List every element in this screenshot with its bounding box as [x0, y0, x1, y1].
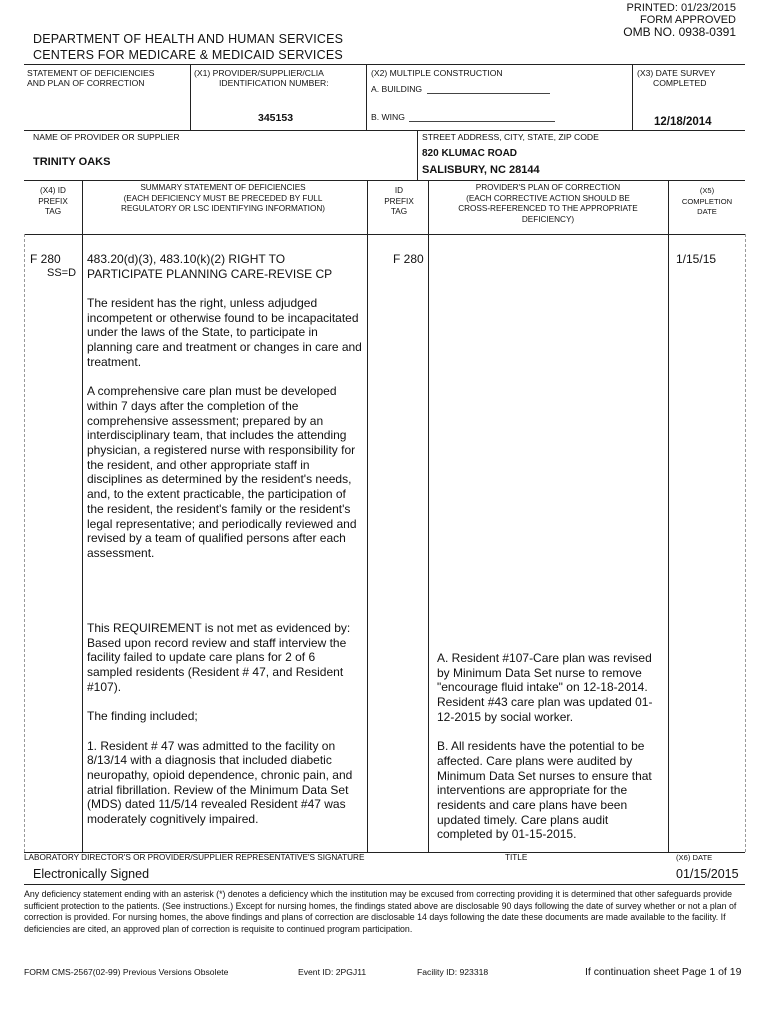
rule [24, 234, 25, 852]
finding-text [87, 621, 363, 827]
x4-header-line: PREFIX [38, 196, 68, 206]
page-indicator: If continuation sheet Page 1 of 19 [585, 966, 742, 978]
rule [417, 130, 418, 180]
date-label: (X6) DATE [676, 853, 713, 862]
rule [668, 180, 669, 852]
rule [428, 180, 429, 852]
paragraph: A. Resident #107-Care plan was revised by Minimum Data Set nurse to remove "encourage fluid intake" on 12-18-2014. Resident #43 care plan was updated 01-12-2015 by social worker. [437, 651, 653, 724]
form-approved: FORM APPROVED [640, 14, 736, 26]
summary-header-line: SUMMARY STATEMENT OF DEFICIENCIES [140, 183, 306, 192]
deficiency-text [87, 296, 363, 575]
rule [24, 180, 745, 181]
plan-header-line: PROVIDER'S PLAN OF CORRECTION [475, 183, 621, 192]
paragraph: The resident has the right, unless adjudged incompetent or otherwise found to be incapacitated under the laws of the State, to participate in planning care and treatment or changes in care and treatment. [87, 296, 362, 369]
provider-name-label: NAME OF PROVIDER OR SUPPLIER [33, 132, 180, 142]
rule [632, 64, 633, 130]
plan-header-line: DEFICIENCY) [521, 214, 575, 224]
x1-label: (X1) PROVIDER/SUPPLIER/CLIA [194, 68, 324, 78]
x1-label: IDENTIFICATION NUMBER: [219, 78, 329, 88]
city-state-zip: SALISBURY, NC 28144 [422, 164, 540, 176]
paragraph: Based upon record review and staff interview the facility failed to update care plans for 2 of 6 sampled residents (Resident # 47, and Resident #107). [87, 635, 347, 694]
x3-label: COMPLETED [653, 78, 707, 88]
deficiency-tag: F 280 [30, 252, 61, 266]
rule [24, 234, 745, 235]
street-address: 820 KLUMAC ROAD [422, 148, 518, 159]
rule [24, 884, 745, 885]
rule [24, 130, 745, 131]
provider-number: 345153 [258, 112, 294, 124]
facility-id: Facility ID: 923318 [417, 967, 489, 977]
x4-header-line: TAG [44, 207, 62, 216]
event-id: Event ID: 2PGJ11 [298, 967, 367, 977]
title-label: TITLE [505, 853, 528, 862]
x5-header [672, 186, 742, 218]
summary-header-line: REGULATORY OR LSC IDENTIFYING INFORMATION) [121, 204, 325, 213]
signature-value: Electronically Signed [33, 867, 150, 881]
x4-header-line: (X4) ID [40, 186, 66, 195]
survey-date: 12/18/2014 [654, 116, 712, 128]
completion-date: 1/15/15 [676, 252, 717, 266]
id-header-line: PREFIX [384, 196, 414, 206]
x4-header [24, 186, 82, 218]
paragraph: 1. Resident # 47 was admitted to the facility on 8/13/14 with a diagnosis that included diabetic neuropathy, opioid dependence, chronic pain, and atrial fibrillation. Review of the Minimum Data Set (MDS) dated 11/5/14 revealed Resident #47 was moderately cognitively impaired. [87, 738, 353, 827]
summary-header [82, 183, 364, 215]
provider-name: TRINITY OAKS [33, 156, 111, 168]
signature-label: LABORATORY DIRECTOR'S OR PROVIDER/SUPPLIER REPRESENTATIVE'S SIGNATURE [24, 853, 365, 862]
signature-date: 01/15/2015 [676, 867, 739, 881]
x5-header-line: DATE [697, 207, 717, 216]
summary-header-line: (EACH DEFICIENCY MUST BE PRECEDED BY FULL [123, 193, 323, 203]
paragraph: This REQUIREMENT is not met as evidenced by: [87, 621, 351, 635]
statement-label: STATEMENT OF DEFICIENCIES [27, 68, 155, 78]
address-label: STREET ADDRESS, CITY, STATE, ZIP CODE [422, 132, 599, 142]
rule [190, 64, 191, 130]
plan-header [430, 183, 666, 225]
department-title: DEPARTMENT OF HEALTH AND HUMAN SERVICES [33, 32, 344, 46]
building-line [427, 93, 550, 94]
printed-date: PRINTED: 01/23/2015 [626, 2, 736, 14]
plan-header-line: CROSS-REFERENCED TO THE APPROPRIATE [458, 204, 638, 213]
rule [24, 64, 745, 65]
rule [82, 180, 83, 852]
rule [745, 234, 746, 852]
deficiency-title: PARTICIPATE PLANNING CARE-REVISE CP [87, 267, 333, 281]
rule [367, 180, 368, 852]
x5-header-line: (X5) [699, 186, 715, 195]
paragraph: A comprehensive care plan must be developed within 7 days after the completion of the comprehensive assessment; prepared by an interdisciplinary team, that includes the attending physician, a registered nurse with responsibility for the resident, and other appropriate staff in disciplines as determined by the resident's needs, and, to the extent practicable, the participation of the resident, the resident's family or the resident's legal representative; and periodically reviewed and revised by a team of qualified persons after each assessment. [87, 384, 357, 560]
plan-header-line: (EACH CORRECTIVE ACTION SHOULD BE [466, 193, 630, 203]
paragraph: The finding included; [87, 709, 198, 724]
wing-line [409, 121, 555, 122]
id-header-line: TAG [390, 207, 408, 216]
disclaimer: Any deficiency statement ending with an asterisk (*) denotes a deficiency which the institution may be excused from correcting providing it is determined that other safeguards provide sufficient protection to the patients. (See instructions.) Except for nursing homes, the findings stated above are disclosable 90 days following the date of survey whether or not a plan of correction is provided. For nursing homes, the above findings and plans of correction are disclosable 14 days following the date these documents are made available to the facility. If deficiencies are cited, an approved plan of correction is requisite to continued program participation. [24, 889, 737, 934]
plan-text [437, 651, 663, 842]
wing-label: B. WING [371, 112, 405, 122]
plan-tag: F 280 [393, 252, 424, 266]
paragraph: B. All residents have the potential to be affected. Care plans were audited by Minimum Data Set nurses to ensure that interventions are appropriate for the residents and care plans have been updated timely. Care plans audit completed by 01-15-2015. [437, 739, 652, 842]
id-header-line: ID [394, 186, 404, 195]
agency-title: CENTERS FOR MEDICARE & MEDICAID SERVICES [33, 48, 343, 62]
severity-code: SS=D [47, 267, 77, 279]
rule [366, 64, 367, 130]
x5-header-line: COMPLETION [681, 196, 733, 206]
building-label: A. BUILDING [371, 84, 423, 94]
omb-number: OMB NO. 0938-0391 [623, 25, 736, 39]
x3-label: (X3) DATE SURVEY [637, 68, 716, 78]
x2-label: (X2) MULTIPLE CONSTRUCTION [371, 68, 503, 78]
statement-label: AND PLAN OF CORRECTION [27, 78, 145, 88]
form-id: FORM CMS-2567(02-99) Previous Versions Obsolete [24, 967, 229, 977]
deficiency-title: 483.20(d)(3), 483.10(k)(2) RIGHT TO [87, 252, 286, 266]
id-header [372, 186, 426, 218]
